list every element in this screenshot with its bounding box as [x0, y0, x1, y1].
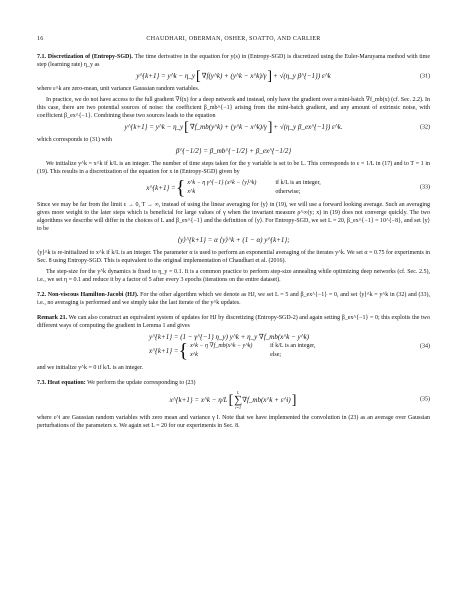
paragraph: ⟨y⟩^k is re-initialized to x^k if k/L is an integer. The parameter α is used to perform an exponential averaging of the iterates y^k. We set α = 0.75 for experiments in Sec. 8 using Entropy-SGD. This is equivalent to the original implementation of Chaudhari et al. (2016).: [37, 250, 430, 264]
summation: L ∑ i=1: [234, 390, 243, 410]
paragraph-text: We can also construct an equivalent system of updates for HJ by discretizing (Entropy-SGD-2) and again setting β_ex^{−1} = 0; this exploits the two different ways of computing the gradient in Lemma 1 and gives: [37, 315, 430, 329]
paragraph: where ε^k are zero-mean, unit variance Gaussian random variables.: [37, 86, 200, 92]
equation-number: (32): [420, 124, 430, 130]
paragraph: The step-size for the y^k dynamics is fixed to η_y = 0.1. It is a common practice to perform step-size annealing while optimizing deep networks (cf. Sec. 2.5), i.e., we set η = 0.1 and reduce it by a factor of 5 after every 3 epochs (iterations on the entire dataset).: [37, 269, 430, 283]
paragraph-text: We perform the update corresponding to (23): [87, 380, 196, 386]
equation-lhs: y^{k+1} = y^k − η_y: [124, 123, 184, 131]
case-expr: x^k: [190, 352, 198, 358]
equation-lhs: x^{k+1} =: [146, 183, 176, 192]
equation-32: y^{k+1} = y^k − η_y [ ∇f_mb(y^k) + (y^k − x^k)/γ ] + √(η_y β_ex^{−1}) ε^k. (32): [124, 120, 430, 135]
equation-number: (35): [420, 396, 430, 403]
section-7-2-paragraph: [37, 291, 430, 307]
paragraph: and we initialize y^k = 0 if k/L is an integer.: [37, 365, 144, 371]
sum-upper: L: [237, 390, 240, 395]
equation-lhs: x^{k+1} = x^k − η/L: [169, 395, 228, 404]
equation-35: x^{k+1} = x^k − η/L [ L ∑ i=1 ∇f_mb(x^k + ε^i) ] (35): [169, 390, 430, 410]
equation-average: [37, 236, 430, 245]
equation-rhs: + √(η_y β_ex^{−1}) ε^k.: [273, 123, 343, 131]
case-expr: x^k − η γ^{−1} (x^k − ⟨y⟩^k): [187, 180, 257, 186]
paragraph: We initialize y^k = x^k if k/L is an integer. The number of time steps taken for the y variable is set to be L. This corresponds to ε = 1/L in (17) and to T = 1 in (19). This results in a discretization of the equation for x in (Entropy-SGD) given by: [37, 161, 430, 175]
case-expr: x^k − η ∇f_mb(x^k − y^k): [190, 343, 253, 349]
paragraph: which corresponds to (31) with: [37, 137, 112, 143]
case-cond: if k/L is an integer,: [270, 343, 316, 349]
case-cond: else;: [270, 352, 282, 358]
section-7-1-paragraph: [37, 53, 430, 69]
case-cond: if k/L is an integer,: [275, 180, 321, 186]
case-expr: x^k: [187, 189, 196, 195]
section-heading: 7.1. Discretization of (Entropy-SGD).: [37, 54, 133, 60]
running-title: CHAUDHARI, OBERMAN, OSHER, SOATTO, AND CARLIER: [146, 36, 321, 42]
paragraph: where ε^i are Gaussian random variables with zero mean and variance γ I. Note that we have implemented the convolution in (23) as an average over Gaussian perturbations of the parameters x. We again set L = 20 for our experiments in Sec. 8.: [37, 415, 430, 429]
equation-body: β^{−1/2} = β_mb^{−1/2} + β_ex^{−1/2}: [175, 147, 292, 155]
equation-number: (34): [420, 343, 430, 349]
equation-body: ⟨y⟩^{k+1} = α ⟨y⟩^k + (1 − α) y^{k+1};: [177, 236, 290, 244]
equation-line: y^{k+1} = (1 − γ^{−1} η_y) y^k + η_y ∇f_mb(x^k − y^k): [149, 333, 310, 341]
paragraph-text: For the other algorithm which we denote as HJ, we set L = 5 and β_ex^{−1} = 0, and set ⟨y⟩^k = y^k in (32) and (33), i.e., no averaging is performed and we simply take the last iterate of the y^k updates.: [37, 292, 431, 306]
running-header: [37, 36, 430, 42]
equation-rhs: + √(η_y β^{−1}) ε^k: [273, 72, 331, 80]
section-heading: 7.3. Heat equation:: [37, 380, 86, 386]
remark-paragraph: [37, 314, 430, 330]
equation-body: ∇f_mb(y^k) + (y^k − x^k)/γ: [189, 123, 267, 131]
equation-34: y^{k+1} = (1 − γ^{−1} η_y) y^k + η_y ∇f_mb(x^k − y^k) x^{k+1} = { x^k − η ∇f_mb(x^k − y^k) if k/L is an integer, x^k else; (34): [149, 333, 430, 362]
equation-body: ∇f(y^k) + (y^k − x^k)/γ: [201, 72, 267, 80]
paper-page: [37, 36, 430, 433]
equation-lhs: x^{k+1} =: [149, 346, 179, 355]
equation-33: x^{k+1} = { x^k − η γ^{−1} (x^k − ⟨y⟩^k) if k/L is an integer, x^k otherwise; (33): [146, 177, 430, 199]
page-number: 16: [37, 36, 44, 42]
paragraph-text: The time derivative in the equation for y(s) in (Entropy-SGD) is discretized using the Euler-Maruyama method with time step (learning rate) η_y as: [37, 54, 430, 68]
equation-beta: [37, 147, 430, 156]
case-cond: otherwise;: [275, 189, 301, 195]
section-7-3-paragraph: [37, 379, 430, 387]
equation-number: (31): [420, 73, 430, 79]
equation-number: (33): [420, 184, 430, 191]
paragraph: In practice, we do not have access to the full gradient ∇f(x) for a deep network and instead, only have the gradient over a mini-batch ∇f_mb(x) (cf. Sec. 2.2). In this case, there are two potential sources of noise: the coefficient β_mb^{−1} arising from the mini-batch gradient, and any amount of extrinsic noise, with coefficient β_ex^{−1}. Combining these two sources leads to the equation: [37, 97, 430, 119]
section-heading: 7.2. Non-viscous Hamilton-Jacobi (HJ).: [37, 292, 139, 298]
equation-lhs: y^{k+1} = y^k − η_y: [136, 72, 195, 80]
equation-body: ∇f_mb(x^k + ε^i): [242, 395, 291, 404]
equation-31: y^{k+1} = y^k − η_y [ ∇f(y^k) + (y^k − x^k)/γ ] + √(η_y β^{−1}) ε^k (31): [136, 69, 430, 84]
sum-lower: i=1: [235, 405, 242, 410]
paragraph: Since we may be far from the limit ε → 0, T → ∞, instead of using the linear averaging for ⟨y⟩ in (19), we will use a forward looking average. Such an averaging gives more weight to the later steps which is beneficial for large values of γ when the invariant measure ρ^∞(y; x) in (19) does not converge quickly. The two algorithms we describe will differ in the choices of L and β_ex^{−1} and the definition of ⟨y⟩. For Entropy-SGD, we set L = 20, β_ex^{−1} = 10^{−8}, and set ⟨y⟩ to be: [37, 202, 430, 232]
remark-heading: Remark 21.: [37, 315, 68, 321]
